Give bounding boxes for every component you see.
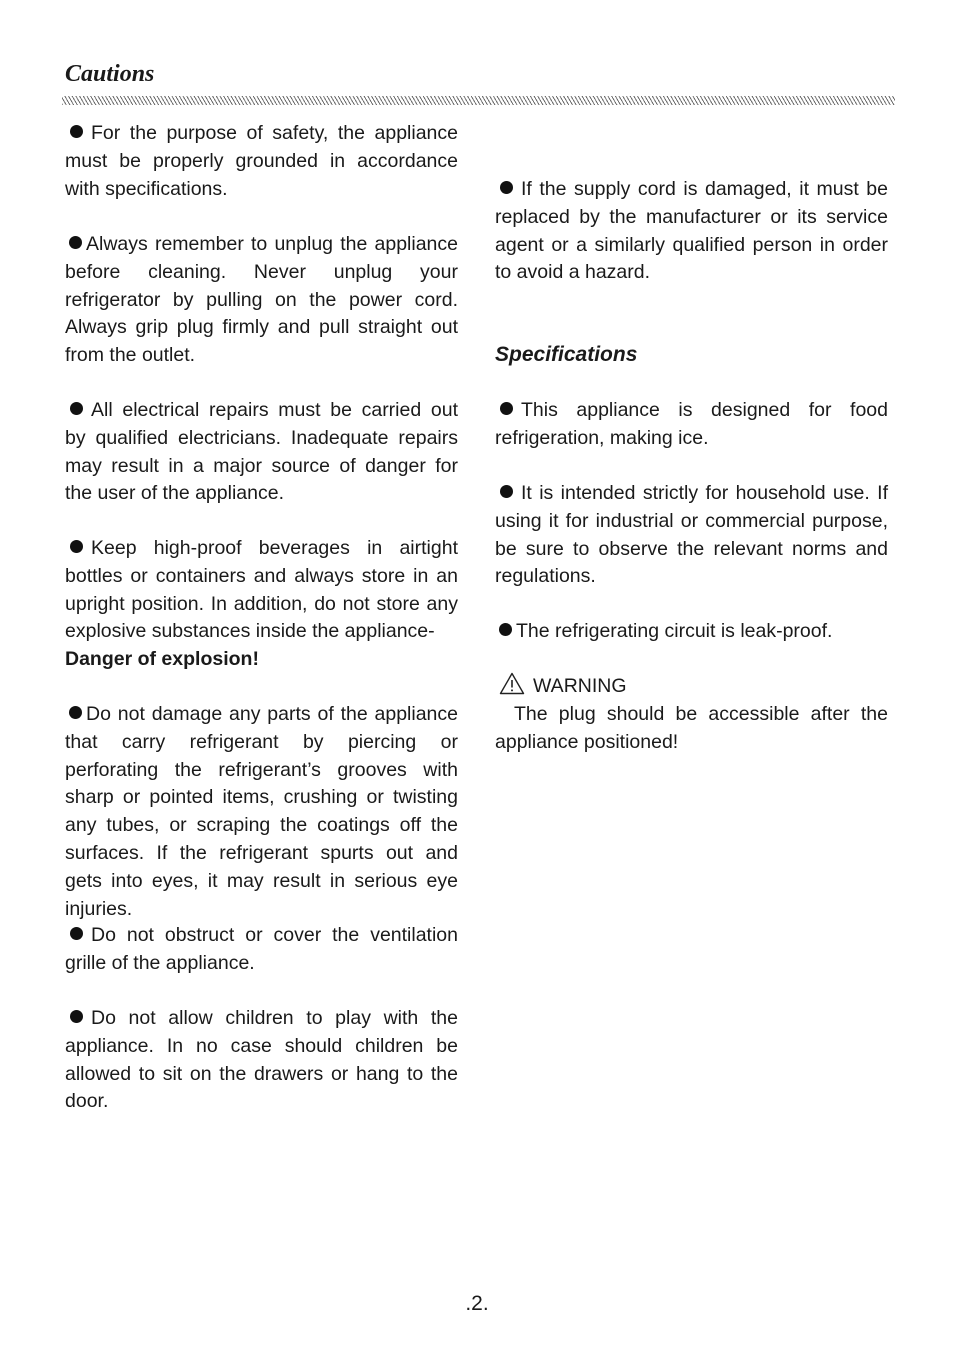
caution-text: All electrical repairs must be carried out by qualified electricians. Inadequate repairs may result in a major source of danger for the user of the appliance. bbox=[65, 399, 458, 505]
specification-item bbox=[495, 618, 888, 646]
bullet-icon bbox=[70, 125, 83, 138]
header-divider bbox=[62, 96, 895, 105]
caution-item bbox=[65, 231, 458, 370]
warning-label-row bbox=[495, 672, 627, 701]
caution-item bbox=[65, 922, 458, 978]
bullet-icon bbox=[69, 706, 82, 719]
specification-text: This appliance is designed for food refrigeration, making ice. bbox=[495, 399, 888, 449]
bullet-icon bbox=[70, 540, 83, 553]
caution-item bbox=[65, 535, 458, 674]
caution-item bbox=[65, 397, 458, 508]
warning-text: The plug should be accessible after the appliance positioned! bbox=[495, 703, 888, 753]
warning-triangle-icon bbox=[499, 672, 525, 695]
caution-text: Do not damage any parts of the appliance that carry refrigerant by piercing or perforating the refrigerant’s grooves with sharp or pointed items, crushing or twisting any tubes, or scraping the coatings off the surfaces. If the refrigerant spurts out and gets into eyes, it may result in serious eye injuries. bbox=[65, 703, 458, 920]
bullet-icon bbox=[500, 402, 513, 415]
caution-text: For the purpose of safety, the appliance must be properly grounded in accordance with specifications. bbox=[65, 122, 458, 200]
caution-text: Keep high-proof beverages in airtight bottles or containers and always store in an upright position. In addition, do not store any explosive substances inside the appliance- bbox=[65, 537, 458, 643]
caution-text: If the supply cord is damaged, it must be replaced by the manufacturer or its service agent or a similarly qualified person in order to avoid a hazard. bbox=[495, 178, 888, 284]
bullet-icon bbox=[69, 236, 82, 249]
bullet-icon bbox=[70, 402, 83, 415]
bullet-icon bbox=[500, 181, 513, 194]
specification-text: It is intended strictly for household use. If using it for industrial or commercial purpose, be sure to observe the relevant norms and regulations. bbox=[495, 482, 888, 588]
specification-item bbox=[495, 480, 888, 591]
caution-item bbox=[65, 701, 458, 923]
specifications-heading: Specifications bbox=[495, 343, 638, 366]
bullet-icon bbox=[500, 485, 513, 498]
bullet-icon bbox=[70, 927, 83, 940]
caution-item bbox=[65, 120, 458, 203]
page-title: Cautions bbox=[65, 61, 155, 87]
caution-item bbox=[65, 1005, 458, 1116]
caution-text: Always remember to unplug the appliance before cleaning. Never unplug your refrigerator by pulling on the power cord. Always grip plug firmly and pull straight out from the outlet. bbox=[65, 233, 458, 367]
specification-text: The refrigerating circuit is leak-proof. bbox=[516, 620, 833, 642]
page-number: .2. bbox=[465, 1292, 489, 1315]
specification-item bbox=[495, 397, 888, 453]
bullet-icon bbox=[70, 1010, 83, 1023]
danger-warning: Danger of explosion! bbox=[65, 648, 259, 671]
warning-label: WARNING bbox=[533, 675, 627, 697]
caution-text: Do not obstruct or cover the ventilation grille of the appliance. bbox=[65, 924, 458, 974]
caution-text: Do not allow children to play with the appliance. In no case should children be allowed to sit on the drawers or hang to the door. bbox=[65, 1007, 458, 1113]
caution-item bbox=[495, 176, 888, 287]
bullet-icon bbox=[499, 623, 512, 636]
